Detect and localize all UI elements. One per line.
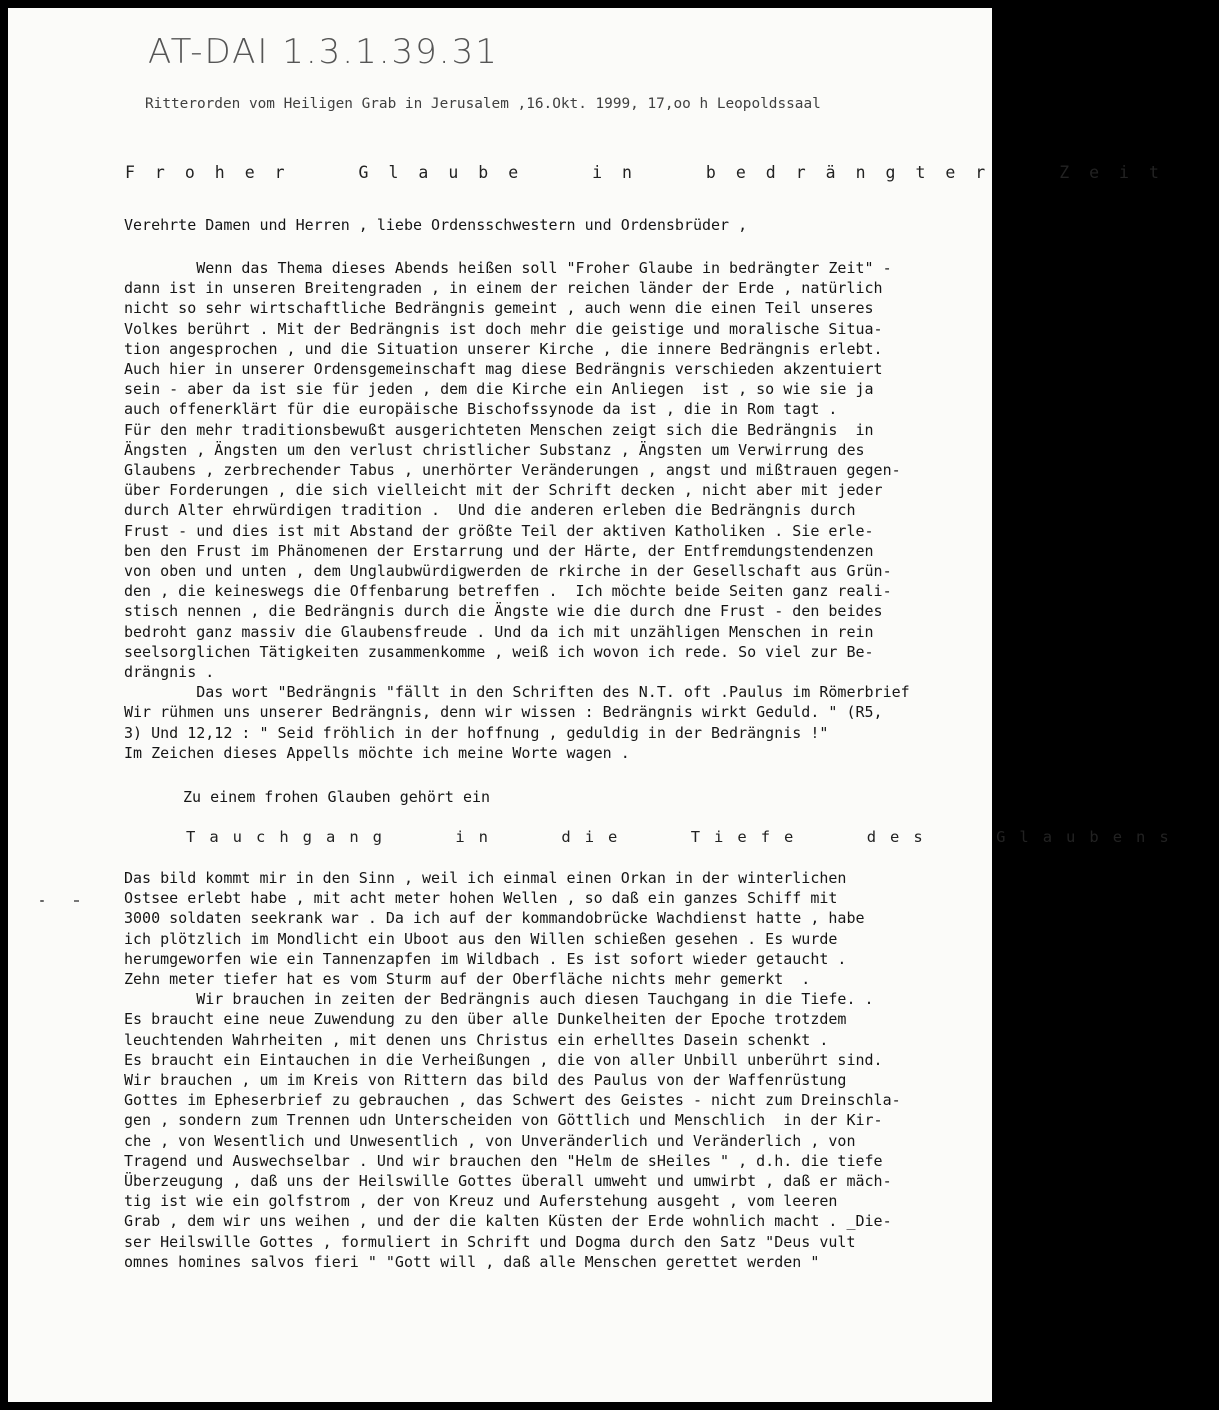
section-title	[186, 828, 1219, 846]
title-word: Zeit	[1059, 163, 1179, 182]
body-paragraph-1: Wenn das Thema dieses Abends heißen soll "Froher Glaube in bedrängter Zeit" - dann ist in unseren Breitengraden , in einem der reichen länder der Erde , natürlich nicht so sehr wirtschaftliche Bedrängnis gemeint , auch wenn die einen Teil unseres Volkes berührt . Mit der Bedrängnis ist doch mehr die geistige und moralische Situa- tion angesprochen , und die Situation unserer Kirche , die innere Bedrängnis erlebt. Auch hier in unserer Ordensgemeinschaft mag diese Bedrängnis verschieden akzentuiert sein - aber da ist sie für jeden , dem die Kirche ein Anliegen ist , so wie sie ja auch offenerklärt für die europäische Bischofssynode da ist , die in Rom tagt . Für den mehr traditionsbewußt ausgerichteten Menschen zeigt sich die Bedrängnis in Ängsten , Ängsten um den verlust christlicher Substanz , Ängsten um Verwirrung des Glaubens , zerbrechender Tabus , unerhörter Veränderungen , angst und mißtrauen gegen- über Forderungen , die sich vielleicht mit der Schrift decken , nicht aber mit jeder durch Alter ehrwürdigen tradition . Und die anderen erleben die Bedrängnis durch Frust - und dies ist mit Abstand der größte Teil der aktiven Katholiken . Sie erle- ben den Frust im Phänomenen der Erstarrung und der Härte, der Entfremdungstendenzen von oben und unten , dem Unglaubwürdigwerden de rkirche in der Gesellschaft aus Grün- den , die keineswegs die Offenbarung betreffen . Ich möchte beide Seiten ganz reali- stisch nennen , die Bedrängnis durch die Ängste wie die durch dne Frust - den beides bedroht ganz massiv die Glaubensfreude . Und da ich mit unzähligen Menschen in rein seelsorglichen Tätigkeiten zusammenkomme , weiß ich wovon ich rede. So viel zur Be- drängnis . Das wort "Bedrängnis "fällt in den Schriften des N.T. oft .Paulus im Römerbrief Wir rühmen uns unserer Bedrängnis, denn wir wissen : Bedrängnis wirkt Geduld. " (R5, 3) Und 12,12 : " Seid fröhlich in der hoffnung , geduldig in der Bedrängnis !" Im Zeichen dieses Appells möchte ich meine Worte wagen .	[124, 259, 910, 762]
subheading: Zu einem frohen Glauben gehört ein	[183, 788, 491, 806]
title-word: Froher	[125, 163, 305, 182]
section-title-word: Tauchgang	[186, 828, 396, 846]
scan-speck	[40, 900, 44, 902]
section-title-word: des	[866, 828, 937, 846]
section-title-word: Glaubens	[996, 828, 1183, 846]
archive-reference: AT-DAI 1.3.1.39.31	[148, 32, 499, 72]
scan-speck	[74, 900, 79, 902]
document-title	[125, 163, 1203, 182]
section-title-word: in	[455, 828, 503, 846]
section-title-word: die	[561, 828, 632, 846]
document-page	[8, 8, 1183, 1402]
event-header: Ritterorden vom Heiligen Grab in Jerusalem ,16.Okt. 1999, 17,oo h Leopoldssaal	[145, 96, 821, 112]
title-word: in	[592, 163, 652, 182]
body-paragraph-2: Das bild kommt mir in den Sinn , weil ich einmal einen Orkan in der winterlichen Ostsee erlebt habe , mit acht meter hohen Wellen , so daß ein ganzes Schiff mit 3000 soldaten seekrank war . Da ich auf der kommandobrücke Wachdienst hatte , habe ich plötzlich im Mondlicht ein Uboot aus den Willen schießen gesehen . Es wurde herumgeworfen wie ein Tannenzapfen im Wildbach . Es ist sofort wieder getaucht . Zehn meter tiefer hat es vom Sturm auf der Oberfläche nichts mehr gemerkt . Wir brauchen in zeiten der Bedrängnis auch diesen Tauchgang in die Tiefe. . Es braucht eine neue Zuwendung zu den über alle Dunkelheiten der Epoche trotzdem leuchtenden Wahrheiten , mit denen uns Christus ein erhelltes Dasein schenkt . Es braucht ein Eintauchen in die Verheißungen , die von aller Unbill unberührt sind. Wir brauchen , um im Kreis von Rittern das bild des Paulus von der Waffenrüstung Gottes im Epheserbrief zu gebrauchen , das Schwert des Geistes - nicht zum Dreinschla- gen , sondern zum Trennen udn Unterscheiden von Göttlich und Menschlich in der Kir- che , von Wesentlich und Unwesentlich , von Unveränderlich und Veränderlich , von Tragend und Auswechselbar . Und wir brauchen den "Helm de sHeiles " , d.h. die tiefe Überzeugung , daß uns der Heilswille Gottes überall umweht und umwirbt , daß er mäch- tig ist wie ein golfstrom , der von Kreuz und Auferstehung ausgeht , vom leeren Grab , dem wir uns weihen , und der die kalten Küsten der Erde wohnlich macht . _Die- ser Heilswille Gottes , formuliert in Schrift und Dogma durch den Satz "Deus vult omnes homines salvos fieri " "Gott will , daß alle Menschen gerettet werden "	[124, 869, 901, 1271]
title-word: bedrängter	[705, 163, 1006, 182]
salutation: Verehrte Damen und Herren , liebe Ordensschwestern und Ordensbrüder ,	[124, 216, 748, 234]
section-title-word: Tiefe	[690, 828, 808, 846]
title-word: Glaube	[358, 163, 539, 182]
